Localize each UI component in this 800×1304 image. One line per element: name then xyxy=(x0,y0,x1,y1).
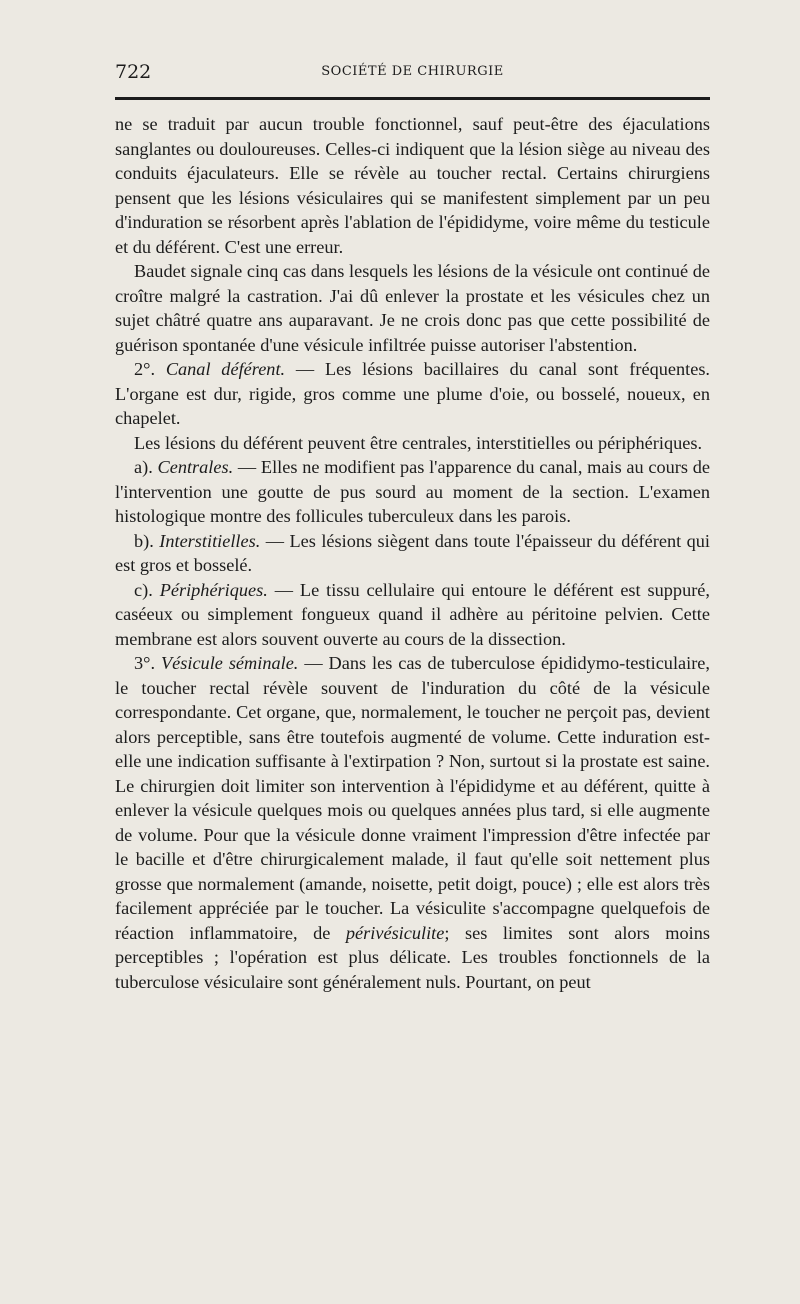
subsection-text: — Le tissu cellulaire qui entoure le déférent est suppuré, caséeux ou simplement fongueux quand il adhère au péritoine pelvien. Cette membrane est alors souvent ouverte au cours de la dissection. xyxy=(115,579,710,649)
paragraph-text: ne se traduit par aucun trouble fonctionnel, sauf peut-être des éjaculations sanglantes ou douloureuses. Celles-ci indiquent que la lésion siège au niveau des conduits éjaculateurs. Elle se révèle au toucher rectal. Certains chirurgiens pensent que les lésions vésiculaires qui se manifestent simplement par un peu d'induration se résorbent après l'ablation de l'épididyme, voire même du testicule et du déférent. C'est une erreur. xyxy=(115,114,710,257)
paragraph-text: Les lésions du déférent peuvent être centrales, interstitielles ou périphériques. xyxy=(134,432,703,453)
paragraph-lesions-deferent xyxy=(115,431,710,456)
subsection-centrales xyxy=(115,455,710,529)
paragraph-text: Baudet signale cinq cas dans lesquels les lésions de la vésicule ont continué de croître malgré la castration. J'ai dû enlever la prostate et les vésicules chez un sujet châtré quatre ans auparavant. Je ne crois donc pas que cette possibilité de guérison spontanée d'une vésicule infiltrée puisse autoriser l'abstention. xyxy=(115,261,710,355)
section-text: — Dans les cas de tuberculose épididymo-testiculaire, le toucher rectal révèle souvent de l'induration du côté de la vésicule correspondante. Cet organe, que, normalement, le toucher ne perçoit pas, devient alors perceptible, sans être toutefois augmenté de volume. Cette induration est-elle une indication suffisante à l'extirpation ? Non, surtout si la prostate est saine. Le chirurgien doit limiter son intervention à l'épididyme et au déférent, quitte à enlever la vésicule quelques mois ou quelques années plus tard, si elle augmente de volume. Pour que la vésicule donne vraiment l'impression d'être infectée par le bacille et d'être chirurgicalement malade, il faut qu'elle soit nettement plus grosse que normalement (amande, noisette, petit doigt, pouce) ; elle est alors très facilement appréciée par le toucher. La vésiculite s'accompagne quelquefois de réaction inflammatoire, de xyxy=(115,653,710,943)
subsection-marker: c). xyxy=(134,579,153,600)
running-head: SOCIÉTÉ DE CHIRURGIE xyxy=(321,64,504,79)
subsection-marker: b). xyxy=(134,530,154,551)
section-title: Vésicule séminale. xyxy=(160,653,299,673)
italic-term: périvésiculite xyxy=(345,922,445,943)
section-text: — Les lésions bacillaires du canal sont fréquentes. L'organe est dur, rigide, gros comme une plume d'oie, ou bosselé, noueux, en chapelet. xyxy=(115,359,711,428)
section-number: 2°. xyxy=(134,359,156,379)
subsection-interstitielles xyxy=(115,529,710,578)
paragraph-continuation xyxy=(115,112,710,259)
subsection-title: Interstitielles. xyxy=(159,530,261,551)
page-header xyxy=(115,58,710,88)
body-text xyxy=(115,112,710,994)
page-number: 722 xyxy=(115,61,152,83)
paragraph-baudet xyxy=(115,259,710,357)
subsection-title: Centrales. xyxy=(157,457,234,477)
subsection-text: — Les lésions siègent dans toute l'épaisseur du déférent qui est gros et bosselé. xyxy=(115,530,710,575)
section-number: 3°. xyxy=(134,653,156,673)
header-rule xyxy=(115,97,710,100)
subsection-text: — Elles ne modifient pas l'apparence du canal, mais au cours de l'intervention une goutte de pus sourd au moment de la section. L'examen histologique montre des follicules tuberculeux dans les parois. xyxy=(115,457,710,526)
section-title: Canal déférent. xyxy=(165,359,286,379)
subsection-peripheriques xyxy=(115,578,710,652)
section-canal-deferent xyxy=(115,357,710,431)
section-text-continued: ; ses limites sont alors moins perceptibles ; l'opération est plus délicate. Les troubles fonctionnels de la tuberculose vésiculaire sont généralement nuls. Pourtant, on peut xyxy=(115,922,710,992)
section-vesicule-seminale xyxy=(115,651,710,994)
subsection-marker: a). xyxy=(134,457,153,477)
subsection-title: Périphériques. xyxy=(159,579,268,600)
